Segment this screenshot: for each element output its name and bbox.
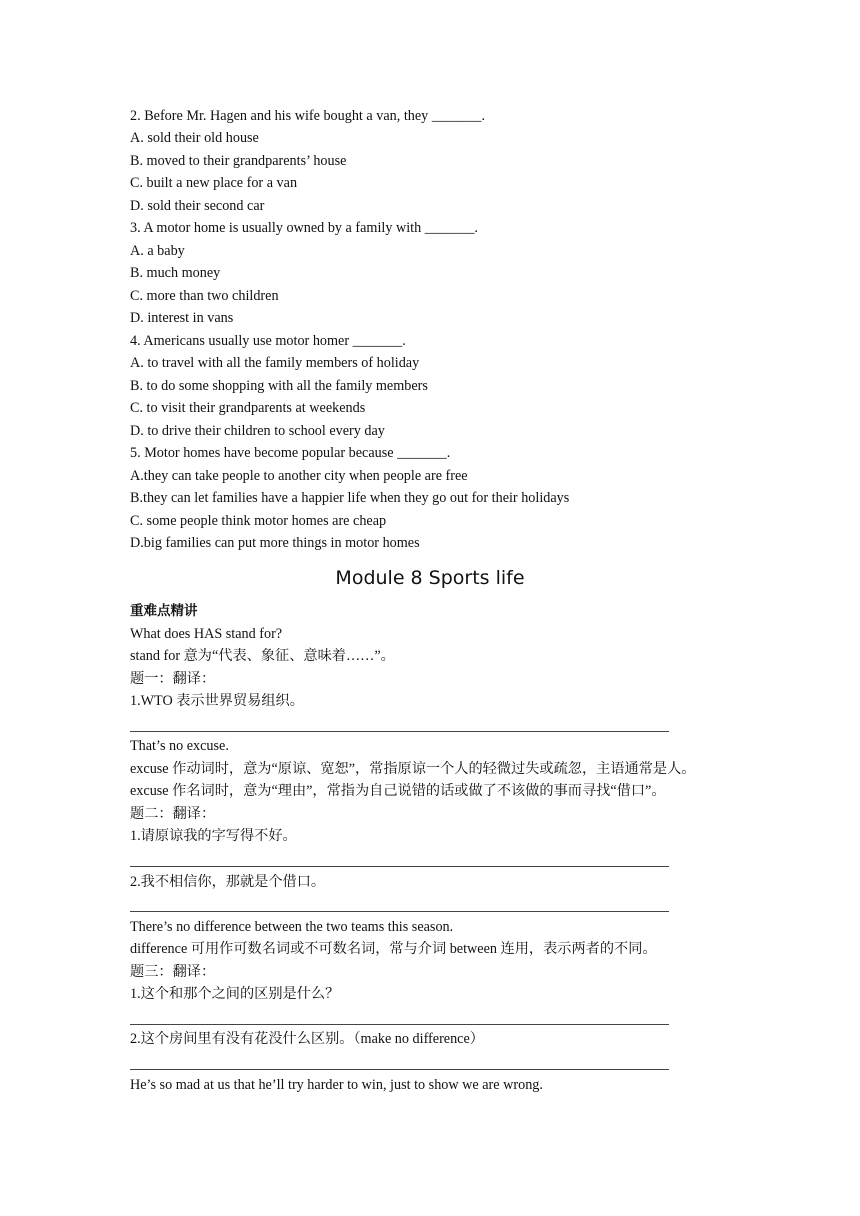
question-option: B. moved to their grandparents’ house	[130, 153, 347, 169]
key-sentence: That’s no excuse.	[130, 738, 229, 754]
exercise-label: 题二：翻译：	[130, 806, 216, 822]
question-stem: 2. Before Mr. Hagen and his wife bought a van, they _______.	[130, 108, 486, 124]
question-option: D. to drive their children to school every day	[130, 423, 385, 439]
explanation-text: stand for 意为“代表、象征、意味着……”。	[130, 648, 395, 664]
question-stem: 3. A motor home is usually owned by a family with _______.	[130, 220, 478, 236]
answer-line	[130, 1024, 669, 1025]
exercise-item: 2.这个房间里有没有花没什么区别。（make no difference）	[130, 1031, 484, 1047]
question-stem: 5. Motor homes have become popular because _______.	[130, 445, 451, 461]
explanation-text: excuse 作名词时，意为“理由”，常指为自己说错的话或做了不该做的事而寻找“借口”。	[130, 783, 666, 799]
exercise-label: 题一：翻译：	[130, 671, 216, 687]
explanation-text: excuse 作动词时，意为“原谅、宽恕”，常指原谅一个人的轻微过失或疏忽，主语通常是人。	[130, 761, 696, 777]
question-option: C. built a new place for a van	[130, 175, 298, 191]
question-option: D. sold their second car	[130, 198, 265, 214]
key-sentence: What does HAS stand for?	[130, 626, 283, 642]
section-heading: 重难点精讲	[130, 603, 198, 619]
question-option: A. sold their old house	[130, 130, 259, 146]
explanation-text: difference 可用作可数名词或不可数名词，常与介词 between 连用，表示两者的不同。	[130, 941, 657, 957]
answer-line	[130, 911, 669, 912]
question-option: C. to visit their grandparents at weekends	[130, 400, 366, 416]
exercise-item: 1.这个和那个之间的区别是什么？	[130, 986, 340, 1002]
answer-line	[130, 1069, 669, 1070]
question-option: D.big families can put more things in motor homes	[130, 535, 420, 551]
answer-line	[130, 731, 669, 732]
question-option: A. a baby	[130, 243, 185, 259]
question-option: D. interest in vans	[130, 310, 234, 326]
question-option: A.they can take people to another city when people are free	[130, 468, 468, 484]
question-stem: 4. Americans usually use motor homer _______.	[130, 333, 406, 349]
exercise-item: 1.请原谅我的字写得不好。	[130, 828, 297, 844]
exercise-label: 题三：翻译：	[130, 964, 216, 980]
exercise-item: 1.WTO 表示世界贸易组织。	[130, 693, 304, 709]
key-sentence: There’s no difference between the two teams this season.	[130, 919, 454, 935]
module-title: Module 8 Sports life	[335, 567, 525, 589]
key-sentence: He’s so mad at us that he’ll try harder to win, just to show we are wrong.	[130, 1077, 543, 1093]
question-option: A. to travel with all the family members of holiday	[130, 355, 420, 371]
question-option: C. some people think motor homes are cheap	[130, 513, 387, 529]
question-option: C. more than two children	[130, 288, 279, 304]
question-option: B. to do some shopping with all the family members	[130, 378, 428, 394]
question-option: B. much money	[130, 265, 221, 281]
exercise-item: 2.我不相信你，那就是个借口。	[130, 874, 326, 890]
answer-line	[130, 866, 669, 867]
question-option: B.they can let families have a happier life when they go out for their holidays	[130, 490, 570, 506]
